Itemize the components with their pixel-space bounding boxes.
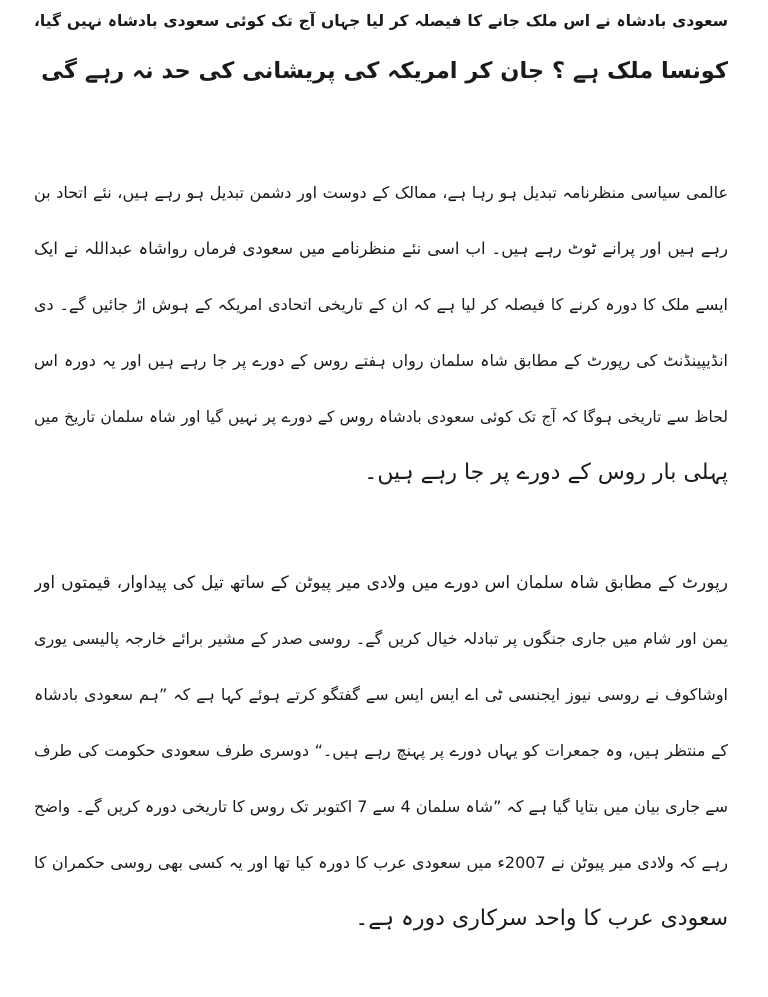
- text-line: اوشاکوف نے روسی نیوز ایجنسی ٹی اے ایس ایس سے گفتگو کرتے ہوئے کہا ہے کہ ”ہم سعودی بادشاہ: [34, 685, 728, 704]
- text-line: رہے کہ ولادی میر پیوٹن نے 2007ء میں سعودی عرب کا دورہ کیا تھا اور یہ کسی بھی روسی حکمران کا: [34, 853, 728, 872]
- text-line: رپورٹ کے مطابق شاہ سلمان اس دورے میں ولادی میر پیوٹن کے ساتھ تیل کی پیداوار، قیمتوں اور: [34, 573, 728, 593]
- heading-line: سعودی بادشاہ نے اس ملک جانے کا فیصلہ کر لیا جہاں آج تک کوئی سعودی بادشاہ نہیں گیا،: [34, 12, 728, 30]
- text-line: سعودی عرب کا واحد سرکاری دورہ ہے۔: [355, 906, 728, 931]
- text-line: لحاظ سے تاریخی ہوگا کہ آج تک کوئی سعودی بادشاہ روس کے دورے پر نہیں گیا اور شاہ سلمان تاریخ میں: [34, 408, 728, 426]
- text-line: انڈیپینڈنٹ کی رپورٹ کے مطابق شاہ سلمان رواں ہفتے روس کے دورے پر جا رہے ہیں اور یہ دورہ اس: [34, 351, 728, 370]
- text-line: یمن اور شام میں جاری جنگوں پر تبادلہ خیال کریں گے۔ روسی صدر کے مشیر برائے خارجہ پالیسی یوری: [34, 629, 728, 648]
- text-line: ایسے ملک کا دورہ کرنے کا فیصلہ کر لیا ہے کہ ان کے تاریخی اتحادی امریکہ کے ہوش اڑ جائیں گے۔ دی: [34, 295, 728, 314]
- text-line: کے منتظر ہیں، وہ جمعرات کو یہاں دورے پر پہنچ رہے ہیں۔“ دوسری طرف سعودی حکومت کی طرف: [34, 741, 728, 760]
- text-line: سے جاری بیان میں بتایا گیا ہے کہ ”شاہ سلمان 4 سے 7 اکتوبر تک روس کا تاریخی دورہ کریں گے۔ واضح: [34, 797, 728, 816]
- heading-line: کونسا ملک ہے ؟ جان کر امریکہ کی پریشانی کی حد نہ رہے گی: [41, 58, 728, 84]
- text-line: رہے ہیں اور پرانے ٹوٹ رہے ہیں۔ اب اسی نئے منظرنامے میں سعودی فرماں رواشاہ عبداللہ نے ایک: [34, 239, 728, 258]
- text-line: پہلی بار روس کے دورے پر جا رہے ہیں۔: [364, 460, 728, 485]
- text-line: عالمی سیاسی منظرنامہ تبدیل ہو رہا ہے، ممالک کے دوست اور دشمن تبدیل ہو رہے ہیں، نئے اتحاد بن: [34, 183, 728, 202]
